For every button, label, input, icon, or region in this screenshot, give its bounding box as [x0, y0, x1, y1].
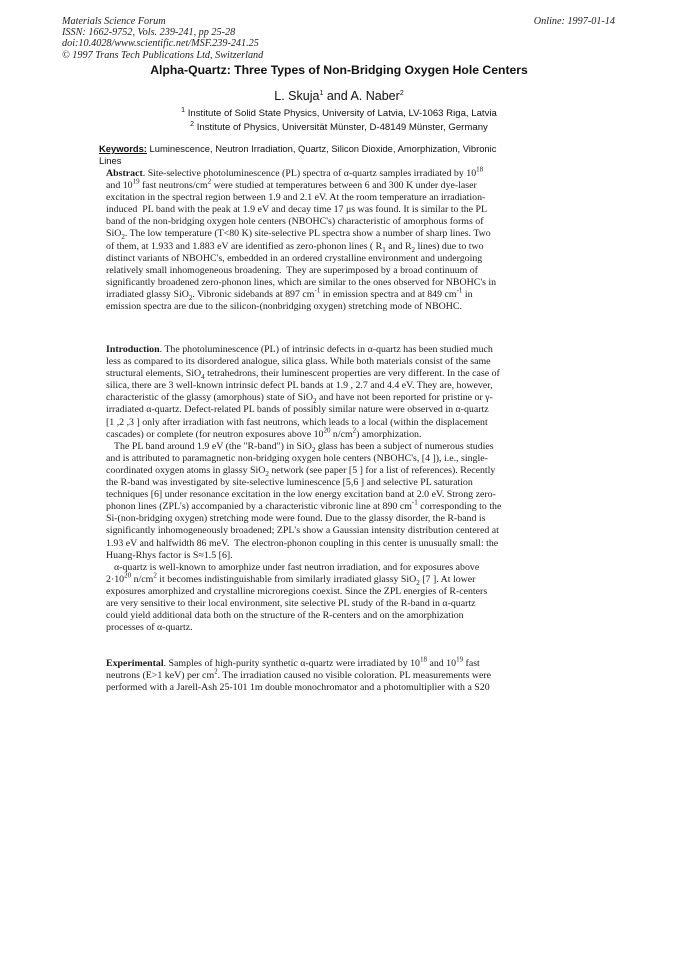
body-line: performed with a Jarell-Ash 25-101 1m double monochromator and a photomultiplier with a S20 [106, 682, 490, 694]
copyright-line: © 1997 Trans Tech Publications Ltd, Switzerland [62, 49, 264, 61]
abstract-line: irradiated glassy SiO [106, 288, 189, 300]
superscript: -1 [314, 286, 321, 295]
body-line: silica, there are 3 well-known intrinsic defect PL bands at 1.9 , 2.7 and 4.4 eV. They are, however, [106, 380, 493, 392]
body-line: and 10 [426, 658, 457, 669]
abstract-line: and R [385, 240, 412, 252]
keywords-label: Keywords: [99, 143, 147, 154]
body-line: techniques [6] under resonance excitation in the low energy excitation band at 2.0 eV. Strong zero- [106, 489, 496, 501]
author-1: L. Skuja [274, 89, 320, 103]
author-conjunction: and [323, 89, 351, 103]
body-line: the R-band was investigated by site-selective luminescence [5,6 ] and selective PL saturation [106, 477, 473, 489]
affiliation-2 [0, 122, 678, 133]
subscript: 2 [188, 293, 193, 302]
abstract-line: . Site-selective photoluminescence (PL) spectra of α-quartz samples irradiated by 10 [142, 168, 477, 179]
abstract-line: distinct variants of NBOHC's, embedded in an ordered crystalline environment and undergoing [106, 252, 483, 264]
body-line: phonon lines (ZPL's) accompanied by a characteristic vibronic line at 890 cm [106, 501, 412, 513]
keywords-line-2: Lines [99, 154, 122, 166]
affiliation-1-mark: 1 [181, 106, 186, 114]
superscript: 19 [132, 177, 140, 186]
body-line: cascades) or complete (for neutron exposures above 10 [106, 428, 324, 440]
body-line: n/cm [131, 573, 154, 585]
abstract-line: significantly broadened zero-phonon lines, which are similar to the ones observed for NBOHC's in [106, 276, 497, 288]
abstract-line: fast neutrons/cm [139, 180, 208, 192]
body-line: Si-(non-bridging oxygen) stretching mode were found. Due to the glassy disorder, the R-band is [106, 513, 486, 525]
superscript: 20 [323, 426, 331, 435]
superscript: 19 [456, 655, 464, 664]
body-line: coordinated oxygen atoms in glassy SiO [106, 464, 266, 476]
affiliation-1 [0, 108, 678, 119]
abstract-line: lines) due to two [415, 240, 484, 252]
author-line [0, 89, 678, 103]
body-line: glass has been a subject of numerous studies [315, 440, 494, 452]
issn-line: ISSN: 1662-9752, Vols. 239-241, pp 25-28 [62, 27, 236, 39]
body-line: α-quartz is well-known to amorphize under fast neutron irradiation, and for exposures above [114, 561, 480, 573]
doi-line: doi:10.4028/www.scientific.net/MSF.239-241.25 [62, 38, 259, 50]
body-line: . The irradiation caused no visible coloration. PL measurements were [217, 670, 492, 682]
body-line: irradiated α-quartz. Defect-related PL bands of possibly similar nature were observed in α-quartz [106, 404, 489, 416]
abstract-line: in [462, 288, 473, 300]
body-line: . The photoluminescence (PL) of intrinsic defects in α-quartz has been studied much [159, 344, 493, 355]
experimental-section [106, 655, 584, 694]
body-line: could yield additional data both on the structure of the R-centers and on the amorphization [106, 610, 464, 622]
abstract-line: relatively small inhomogeneous broadening. They are superimposed by a broad continuum of [106, 264, 478, 276]
body-line: n/cm [330, 428, 353, 440]
subscript: 2 [416, 578, 420, 587]
body-line: 1.93 eV and halfwidth 86 meV. The electron-phonon coupling in this center is unusually small: the [106, 537, 499, 549]
subscript: 4 [201, 373, 205, 382]
superscript: -1 [411, 498, 418, 507]
body-line: and is attributed to paramagnetic non-bridging oxygen hole centers (NBOHC's, [4 ]), i.e., single- [106, 452, 488, 464]
author-2: A. Naber [350, 89, 400, 103]
body-line: 2·10 [106, 573, 125, 585]
subscript: 2 [121, 233, 125, 242]
abstract-line: of them, at 1.933 and 1.883 eV are identified as zero-phonon lines ( R [106, 240, 383, 252]
abstract-line: . Vibronic sidebands at 897 cm [192, 288, 315, 300]
paper-title: Alpha-Quartz: Three Types of Non-Bridging Oxygen Hole Centers [150, 63, 528, 77]
abstract-line: emission spectra are due to the silicon-(nonbridging oxygen) stretching mode of NBOHC. [106, 301, 462, 313]
introduction-section [106, 344, 584, 634]
superscript: 20 [124, 571, 132, 580]
body-line: structural elements, SiO [106, 368, 202, 380]
body-line: processes of α-quartz. [106, 622, 193, 634]
author-2-affiliation-mark: 2 [399, 89, 404, 97]
superscript: 18 [419, 655, 427, 664]
abstract-section [106, 165, 584, 313]
subscript: 2 [311, 445, 316, 454]
abstract-line: and 10 [106, 180, 133, 192]
superscript: -1 [456, 286, 463, 295]
body-line: and have not been reported for pristine or γ- [316, 392, 493, 404]
abstract-line: were studied at temperatures between 6 and 300 K under dye-laser [211, 180, 477, 192]
body-line: tetrahedrons, their luminescent properties are very different. In the case of [204, 368, 500, 380]
body-line: [1 ,2 ,3 ] only after irradiation with fast neutrons, which leads to a local (within the displacement [106, 416, 488, 428]
body-line: . Samples of high-purity synthetic α-quartz were irradiated by 10 [163, 658, 420, 669]
body-line: ) amorphization. [356, 428, 422, 440]
affiliation-2-text: Institute of Physics, Universität Münster, D-48149 Münster, Germany [194, 122, 488, 133]
superscript: 18 [476, 165, 484, 174]
body-line: are very sensitive to their local environment, site selective PL study of the R-band in α-quartz [106, 597, 476, 609]
keywords [99, 143, 584, 166]
introduction-heading: Introduction [106, 344, 160, 355]
abstract-line: band of the non-bridging oxygen hole centers (NBOHC's) characteristic of amorphous forms of [106, 216, 484, 228]
abstract-line: excitation in the spectral region between 1.9 and 2.1 eV. At the room temperature an irradiation- [106, 192, 486, 204]
journal-name: Materials Science Forum [62, 16, 166, 27]
affiliation-1-text: Institute of Solid State Physics, University of Latvia, LV-1063 Riga, Latvia [185, 108, 497, 119]
body-line: [7 ]. At lower [419, 573, 476, 585]
superscript: 2 [352, 426, 357, 435]
abstract-line: SiO [106, 228, 122, 240]
body-line: less as compared to its disordered analogue, silica glass. While both materials consist of the same [106, 356, 491, 368]
body-line: significantly inhomogeneously broadened; ZPL's show a Gaussian intensity distribution centered at [106, 525, 499, 537]
abstract-heading: Abstract [106, 168, 143, 179]
superscript: 2 [207, 177, 212, 186]
experimental-heading: Experimental [106, 658, 164, 669]
subscript: 2 [411, 245, 416, 254]
body-line: corresponding to the [417, 501, 502, 513]
abstract-line: . The low temperature (T<80 K) site-selective PL spectra show a number of sharp lines. Two [124, 228, 491, 240]
affiliation-2-mark: 2 [190, 120, 195, 128]
abstract-line: induced PL band with the peak at 1.9 eV and decay time 17 μs was found. It is similar to the PL [106, 204, 488, 216]
body-line: network (see paper [5 ] for a list of references). Recently [268, 464, 496, 476]
body-line: it becomes indistinguishable from similarly irradiated glassy SiO [156, 573, 417, 585]
abstract-line: in emission spectra and at 849 cm [320, 288, 457, 300]
superscript: 2 [214, 667, 218, 676]
body-line: The PL band around 1.9 eV (the "R-band") in SiO [114, 440, 312, 452]
body-line: characteristic of the glassy (amorphous) state of SiO [106, 392, 314, 404]
subscript: 2 [265, 469, 269, 478]
online-date: Online: 1997-01-14 [533, 16, 615, 27]
body-line: Huang-Rhys factor is S≈1.5 [6]. [106, 549, 233, 561]
body-line: neutrons (E>1 keV) per cm [106, 670, 215, 682]
body-line: fast [463, 658, 480, 669]
subscript: 2 [313, 397, 317, 406]
subscript: 1 [382, 245, 386, 254]
body-line: exposures amorphized and crystalline microregions coexist. Since the ZPL energies of R-centers [106, 585, 488, 597]
superscript: 2 [153, 571, 157, 580]
keywords-line-1: Luminescence, Neutron Irradiation, Quartz, Silicon Dioxide, Amorphization, Vibronic [146, 143, 497, 154]
author-1-affiliation-mark: 1 [319, 89, 324, 97]
